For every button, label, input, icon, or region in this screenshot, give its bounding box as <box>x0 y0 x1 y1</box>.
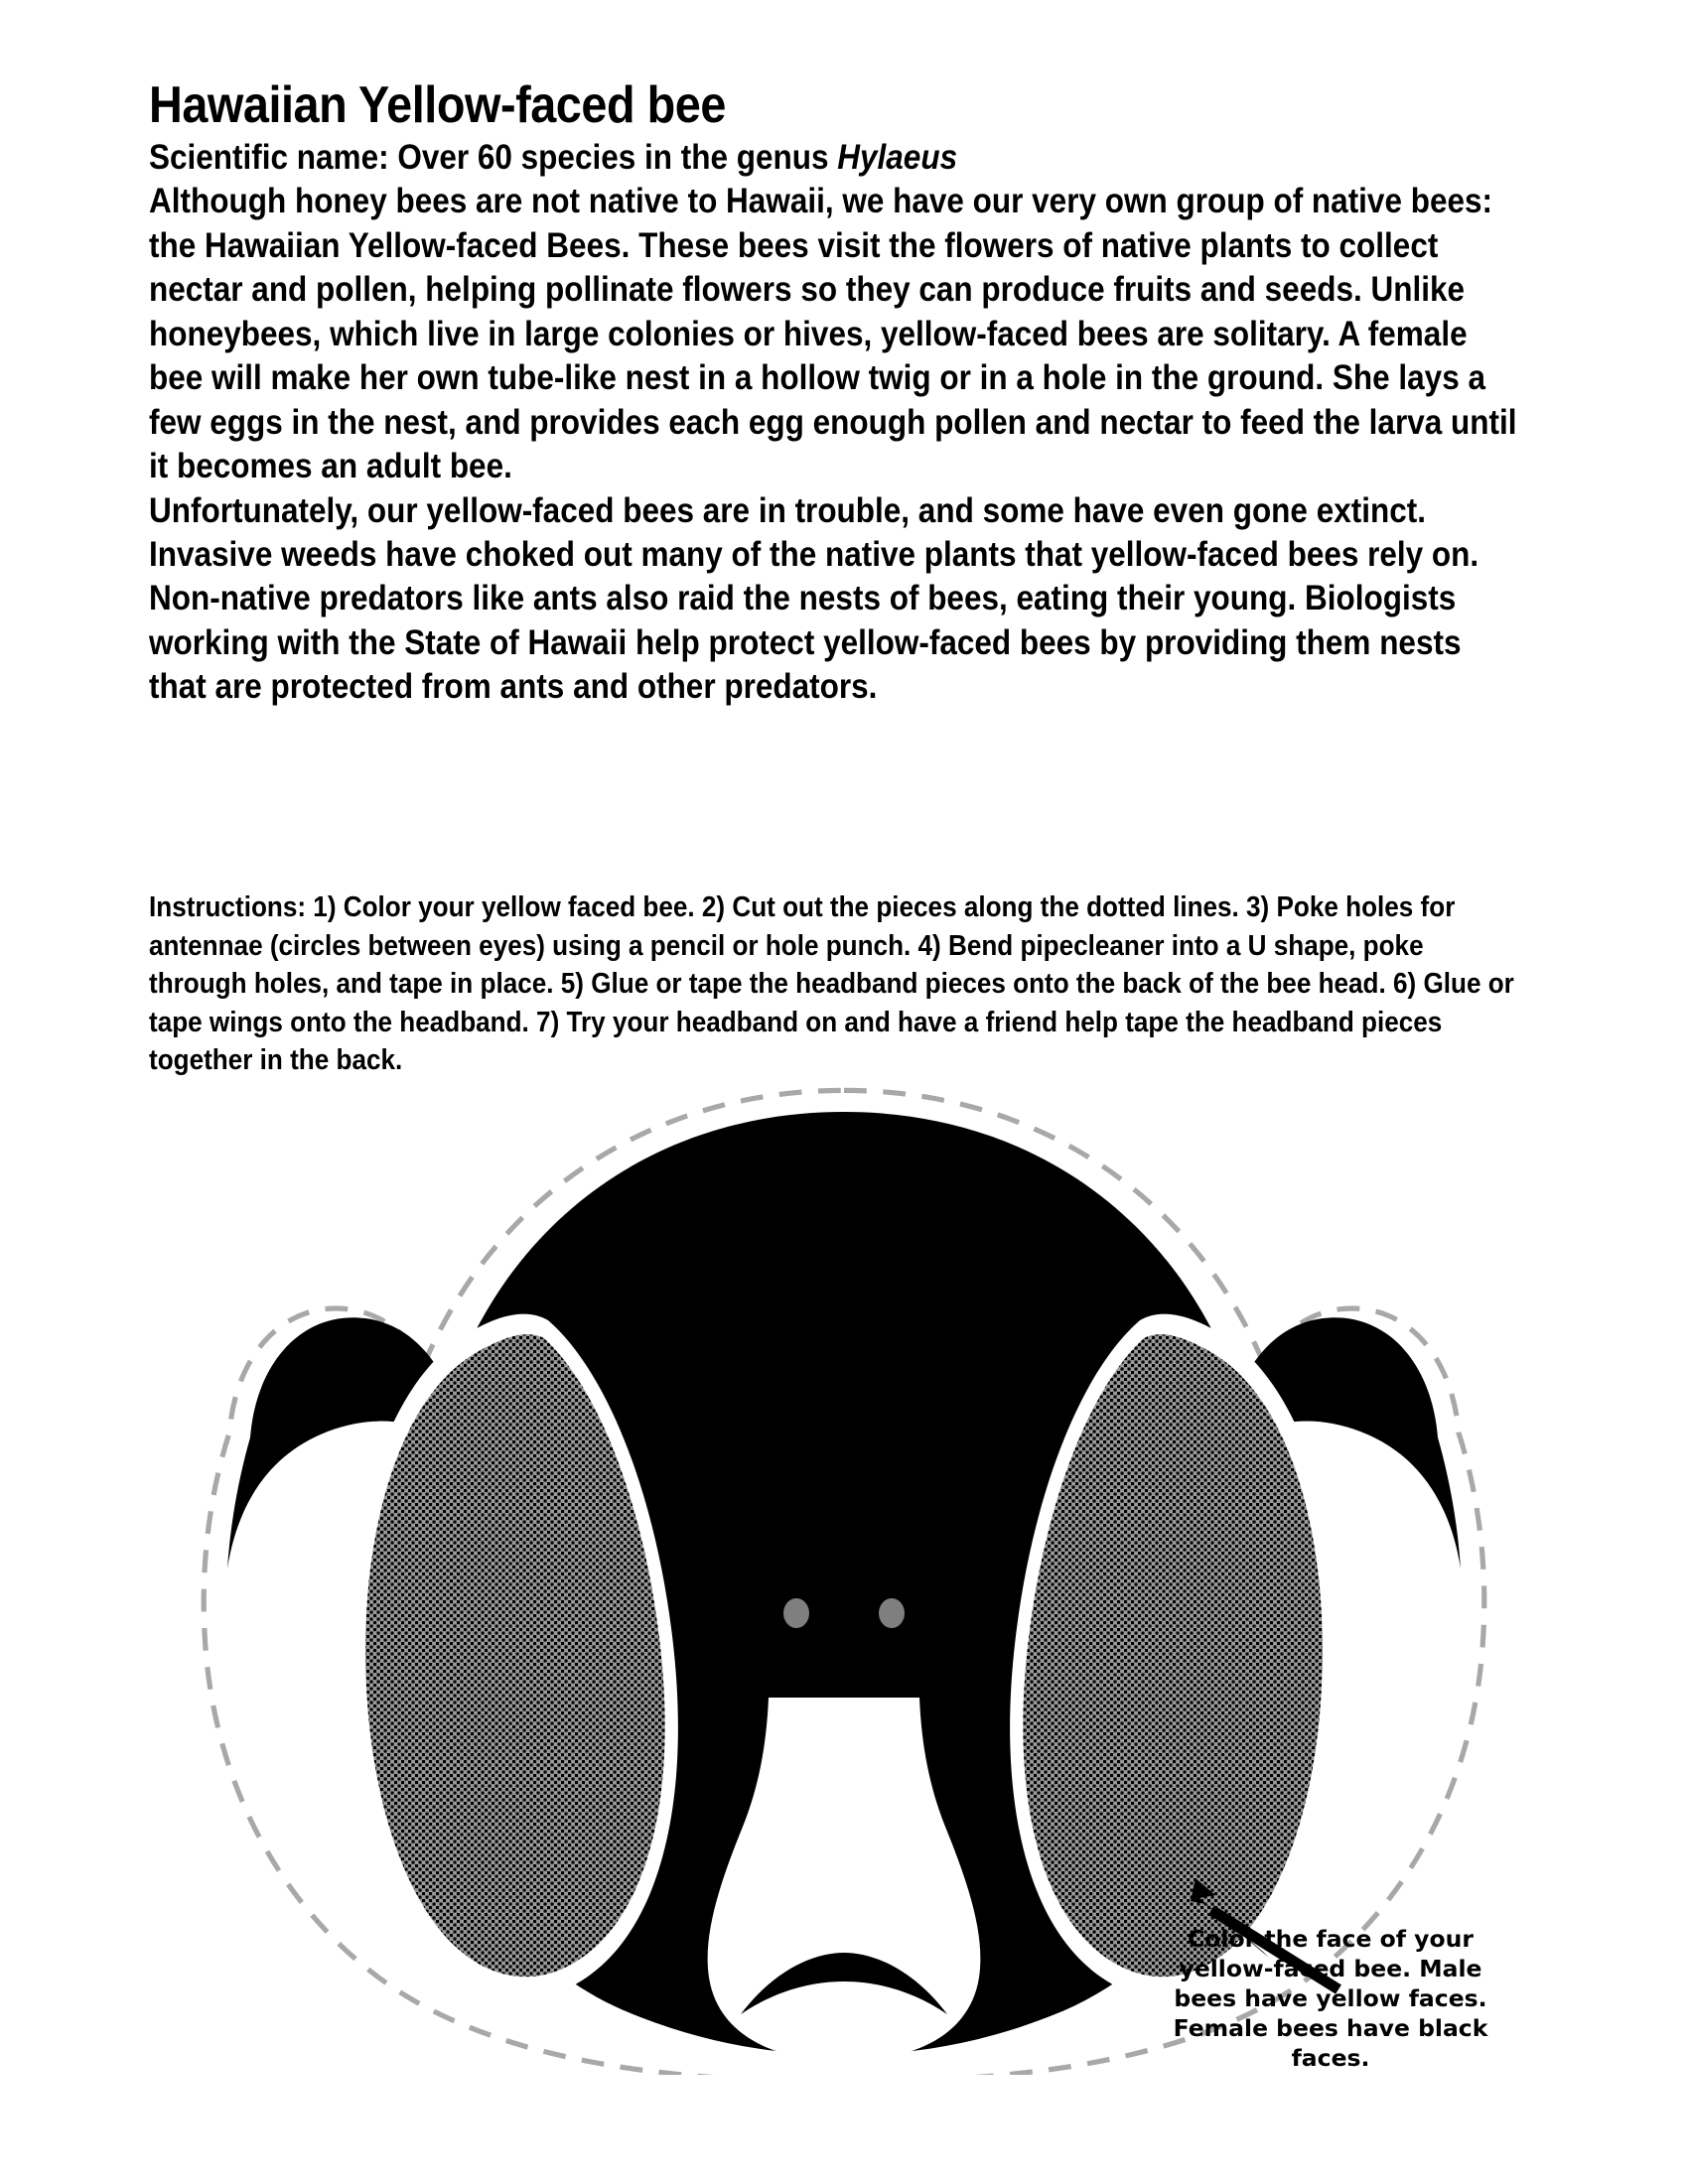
antenna-hole-right <box>879 1598 905 1628</box>
paragraph-conservation: Unfortunately, our yellow-faced bees are in trouble, and some have even gone extinct. Invasive weeds have choked out many of the native plants that yellow-faced bees rely on. Non-native predators like ants also raid the nests of bees, eating their young. Biologists working with the State of Hawaii help protect yellow-faced bees by providing them nests that are protected from ants and other predators. <box>149 490 1479 707</box>
instructions-block <box>149 888 1525 1080</box>
caption-text: Color the face of your yellow-faced bee. Male bees have yellow faces. Female bees have black faces. <box>1173 1925 1488 2073</box>
scientific-name-prefix: Scientific name: Over 60 species in the genus <box>149 138 838 178</box>
illustration-caption <box>1147 1924 1514 2073</box>
article-body <box>149 136 1525 710</box>
scientific-name-line <box>149 136 1525 180</box>
article-text-column <box>149 76 1524 710</box>
instructions-text: Instructions: 1) Color your yellow faced bee. 2) Cut out the pieces along the dotted lines. 3) Poke holes for antennae (circles between eyes) using a pencil or hole punch. 4) Bend pipecleaner into a U shape, poke through holes, and tape in place. 5) Glue or tape the headband pieces onto the back of the bee head. 6) Glue or tape wings onto the headband. 7) Try your headband on and have a friend help tape the headband pieces together in the back. <box>149 891 1514 1077</box>
page-title: Hawaiian Yellow-faced bee <box>149 76 726 134</box>
scientific-name-genus: Hylaeus <box>837 138 958 178</box>
paragraph-overview: Although honey bees are not native to Hawaii, we have our very own group of native bees: the Hawaiian Yellow-faced Bees. These bees visit the flowers of native plants to collect nectar and pollen, helping pollinate flowers so they can produce fruits and seeds. Unlike honeybees, which live in large colonies or hives, yellow-faced bees are solitary. A female bee will make her own tube-like nest in a hollow twig or in a hole in the ground. She lays a few eggs in the nest, and provides each egg enough pollen and nectar to feed the larva until it becomes an adult bee. <box>149 182 1517 486</box>
antenna-hole-left <box>783 1598 809 1628</box>
